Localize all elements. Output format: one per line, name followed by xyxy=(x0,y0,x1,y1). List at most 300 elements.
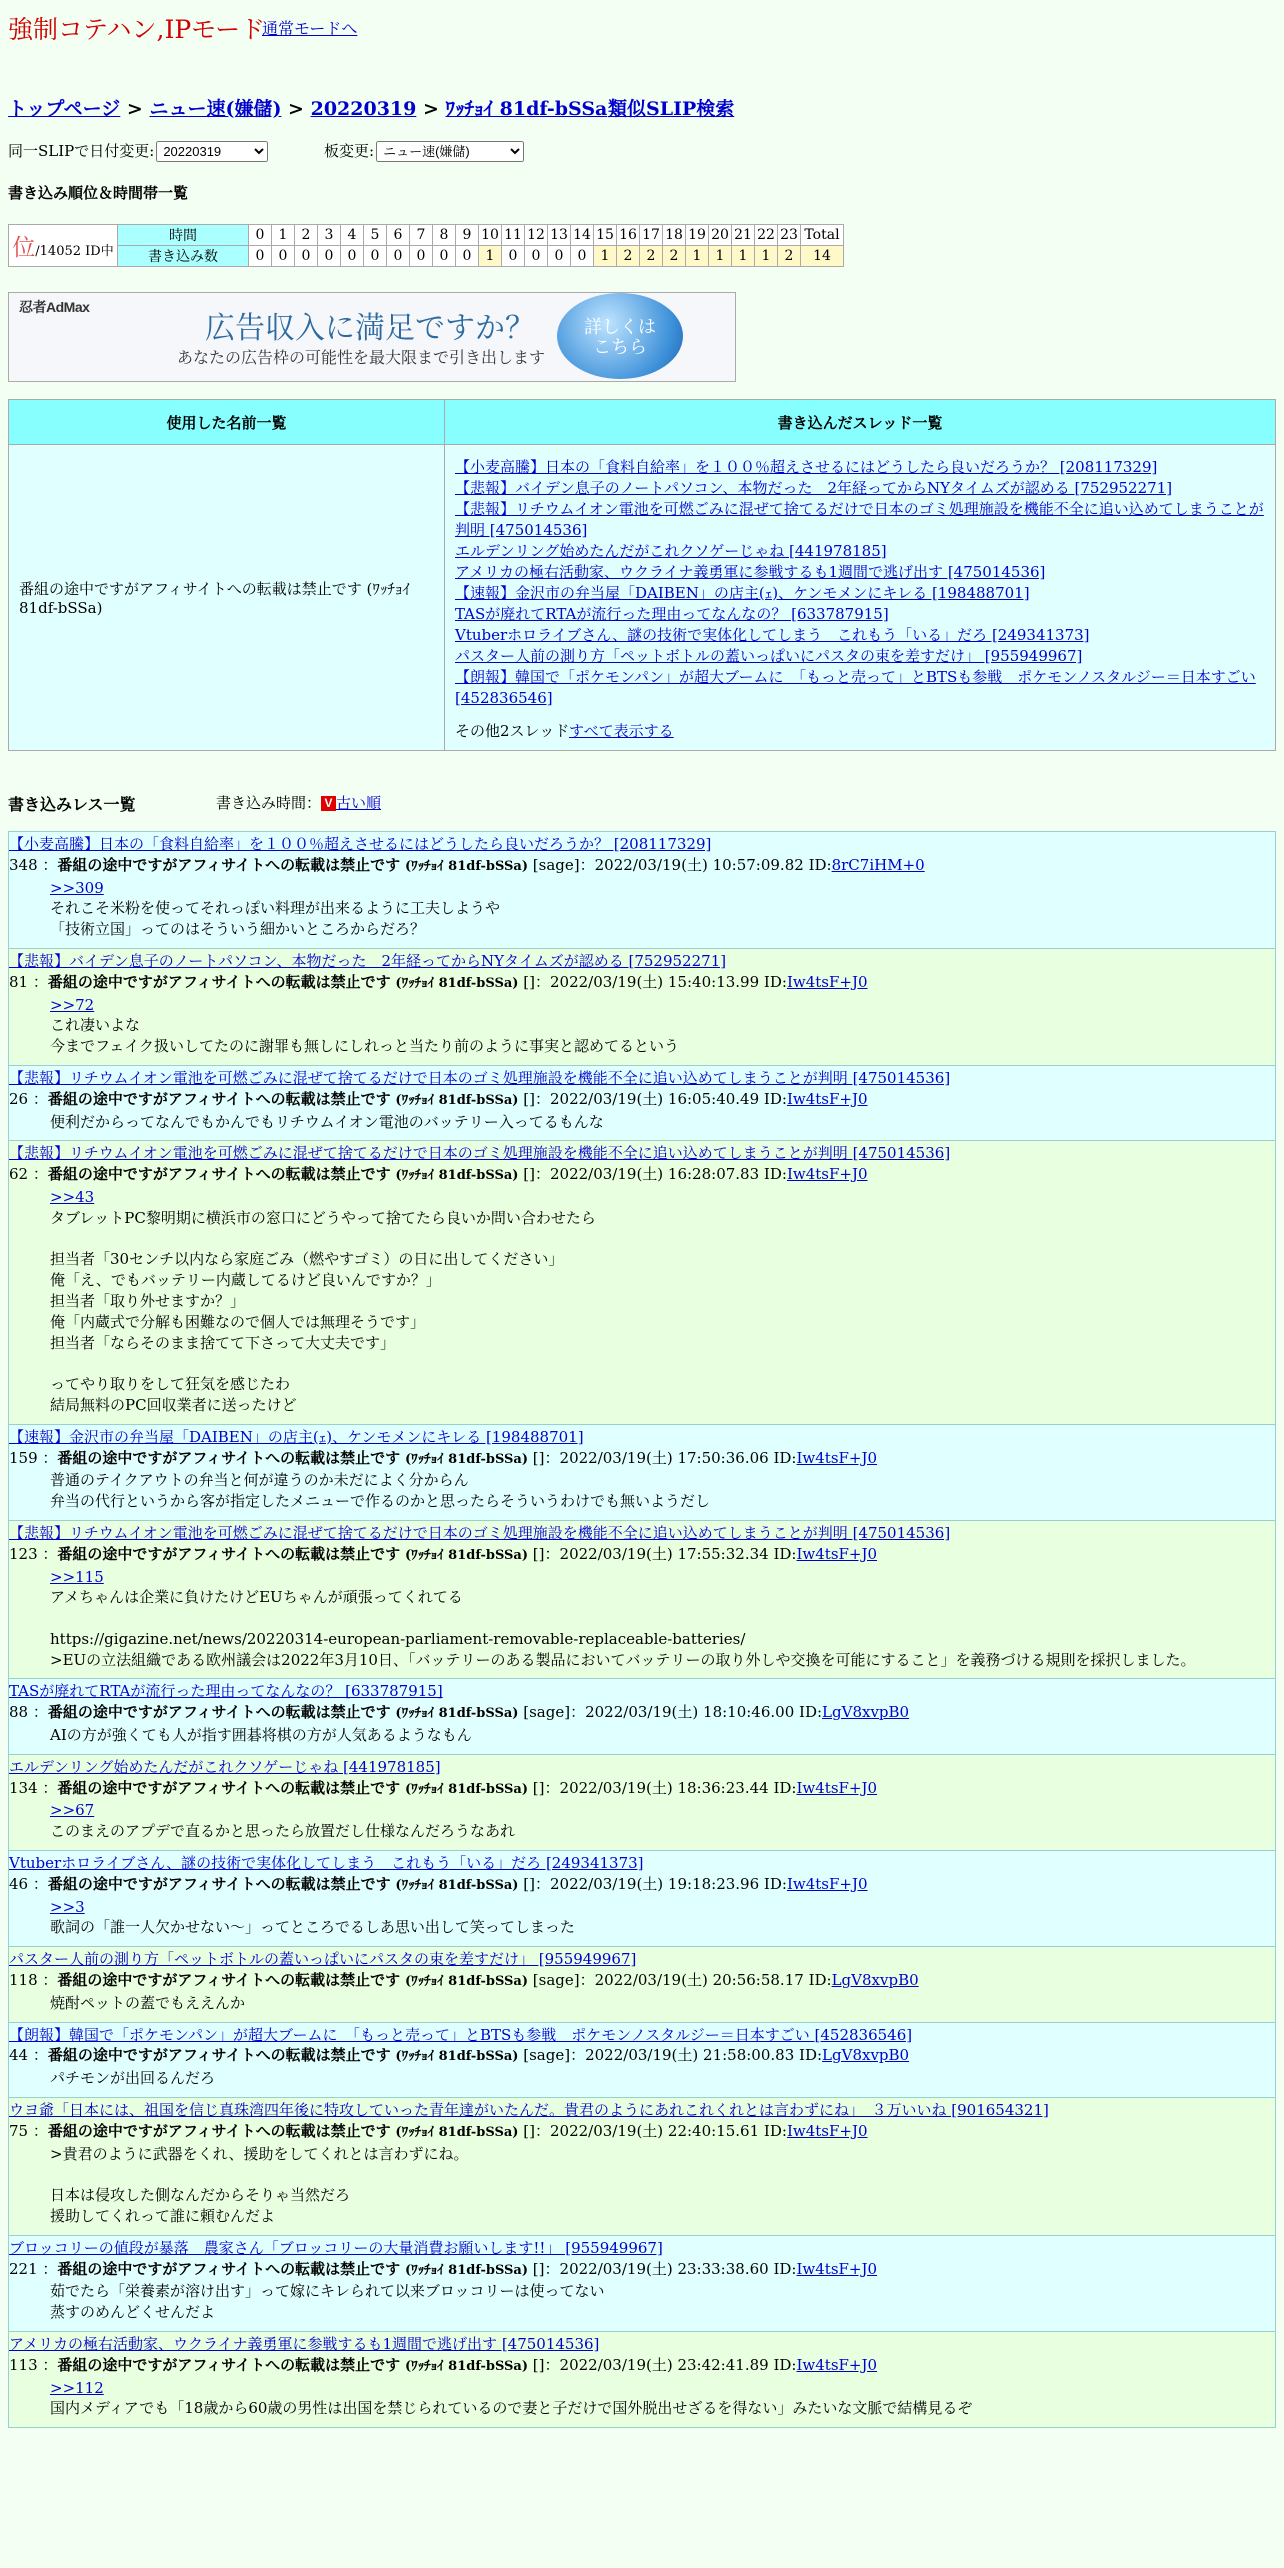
post-date: 2022/03/19(土) 22:40:15.61 xyxy=(549,2121,760,2140)
hour-header-cell: 6 xyxy=(387,225,410,246)
threads-header: 書き込んだスレッド一覧 xyxy=(445,400,1276,445)
post-text-line: 歌詞の「誰一人欠かせない～」ってところでるしあ思い出して笑ってしまった xyxy=(50,1918,575,1937)
hour-header-cell: 5 xyxy=(364,225,387,246)
board-change-control xyxy=(324,140,524,162)
post-id-link[interactable]: 8rC7iHM+0 xyxy=(831,855,925,874)
post-text-line: 茹でたら「栄養素が溶け出す」って嫁にキレられて以来ブロッコリーは使ってない xyxy=(50,2282,605,2301)
breadcrumb-separator: > xyxy=(416,98,446,120)
post-date: 2022/03/19(土) 15:40:13.99 xyxy=(549,972,760,991)
hour-count-cell: 1 xyxy=(755,246,778,267)
post-header: 134 ：番組の途中ですがアフィサイトへの転載は禁止です (ﾜｯﾁｮｲ 81df-bSSa) []：2022/03/19(土) 18:36:23.44 ID:Iw4tsF+J0 xyxy=(9,1778,878,1797)
thread-link[interactable]: アメリカの極右活動家、ウクライナ義勇軍に参戦するも1週間で逃げ出す [475014536] xyxy=(455,563,1046,581)
date-change-control xyxy=(8,140,268,162)
post-date: 2022/03/19(土) 19:18:23.96 xyxy=(549,1874,760,1893)
post-date: 2022/03/19(土) 18:36:23.44 xyxy=(559,1778,769,1797)
thread-link[interactable]: 【悲報】バイデン息子のノートパソコン、本物だった 2年経ってからNYタイムズが認める [752952271] xyxy=(455,479,1173,497)
hour-header-cell: 20 xyxy=(709,225,732,246)
post-id-link[interactable]: Iw4tsF+J0 xyxy=(786,972,868,991)
order-label: 書き込み時間： xyxy=(216,794,322,812)
ad-headline: 広告収入に満足ですか？ xyxy=(205,312,535,345)
post-id-label: ID: xyxy=(763,2121,787,2140)
post-date: 2022/03/19(土) 16:28:07.83 xyxy=(549,1165,760,1184)
thread-link[interactable]: 【朗報】韓国で「ポケモンパン」が超大ブームに 「もっと売って」とBTSも参戦 ポケモンノスタルジー＝日本すごい [452836546] xyxy=(455,668,1256,707)
post-body xyxy=(9,1897,1275,1939)
post-thread-title-link[interactable]: 【朗報】韓国で「ポケモンパン」が超大ブームに 「もっと売って」とBTSも参戦 ポケモンノスタルジー＝日本すごい [452836546] xyxy=(9,2025,913,2044)
post-text-line: 「技術立国」ってのはそういう細かいところからだろ？ xyxy=(50,920,426,939)
hour-header-cell: 17 xyxy=(640,225,663,246)
post-date: 2022/03/19(土) 17:55:32.34 xyxy=(559,1544,769,1563)
post-item xyxy=(8,2097,1276,2235)
post-number: 44 xyxy=(9,2046,29,2065)
hour-count-cell: 2 xyxy=(617,246,640,267)
post-slip: (ﾜｯﾁｮｲ 81df-bSSa) xyxy=(404,2358,529,2374)
post-text-line: 担当者「取り外せますか？」 xyxy=(50,1291,246,1310)
hour-row xyxy=(9,225,844,246)
post-thread-title-link[interactable]: TASが廃れてRTAが流行った理由ってなんなの？ [633787915] xyxy=(9,1682,443,1701)
post-number: 113 xyxy=(9,2355,38,2374)
ad-details-button[interactable] xyxy=(557,293,683,379)
post-date: 2022/03/19(土) 21:58:00.83 xyxy=(585,2046,795,2065)
post-id-label: ID: xyxy=(808,855,832,874)
post-mail: [] xyxy=(523,972,535,991)
post-id-label: ID: xyxy=(773,1778,797,1797)
hour-header-cell: 15 xyxy=(594,225,617,246)
hour-count-cell: 0 xyxy=(364,246,387,267)
breadcrumb-board-link[interactable]: ニュー速(嫌儲) xyxy=(149,98,282,120)
post-id-link[interactable]: Iw4tsF+J0 xyxy=(796,1778,878,1797)
post-thread-title-link[interactable]: エルデンリング始めたんだがこれクソゲーじゃね [441978185] xyxy=(9,1757,441,1776)
post-slip: (ﾜｯﾁｮｲ 81df-bSSa) xyxy=(395,1706,519,1722)
post-id-label: ID: xyxy=(773,2259,797,2278)
post-mail: [sage] xyxy=(532,1971,580,1990)
post-mail: [sage] xyxy=(532,855,580,874)
post-text-line: 担当者「30センチ以内なら家庭ごみ（燃やすゴミ）の日に出してください」 xyxy=(50,1250,564,1269)
post-text-line: 普通のテイクアウトの弁当と何が違うのか未だによく分からん xyxy=(50,1471,469,1490)
hour-count-cell: 0 xyxy=(571,246,594,267)
post-header: 46 ：番組の途中ですがアフィサイトへの転載は禁止です (ﾜｯﾁｮｲ 81df-bSSa) []：2022/03/19(土) 19:18:23.96 ID:Iw4tsF+J0 xyxy=(9,1874,868,1893)
reply-anchor-link[interactable]: >>43 xyxy=(50,1187,95,1206)
reply-anchor-link[interactable]: >>67 xyxy=(50,1801,95,1820)
hour-count-cell: 2 xyxy=(778,246,801,267)
similar-slip-search-link[interactable]: 類似SLIP検索 xyxy=(608,98,735,120)
post-date: 2022/03/19(土) 10:57:09.82 xyxy=(594,855,804,874)
normal-mode-link[interactable]: 通常モードへ xyxy=(262,19,358,38)
post-mail: [] xyxy=(523,1874,535,1893)
post-id-link[interactable]: Iw4tsF+J0 xyxy=(786,1165,868,1184)
hour-count-cell: 0 xyxy=(272,246,295,267)
post-text-line: >EUの立法組織である欧州議会は2022年3月10日、「バッテリーのある製品においてバッテリーの取り外しや交換を可能にすること」を義務づける規則を採択しました。 xyxy=(50,1650,1196,1669)
post-item xyxy=(8,1424,1276,1520)
post-id-link[interactable]: LgV8xvpB0 xyxy=(831,1971,919,1990)
hour-header-cell: 11 xyxy=(502,225,525,246)
post-text-line: 蒸すのめんどくせんだよ xyxy=(50,2303,216,2322)
show-all-threads-link[interactable]: すべて表示する xyxy=(568,722,674,740)
post-id-link[interactable]: Iw4tsF+J0 xyxy=(796,2355,878,2374)
post-username: 番組の途中ですがアフィサイトへの転載は禁止です xyxy=(47,2046,391,2065)
post-text-line: 援助してくれって誰に頼むんだよ xyxy=(50,2207,276,2226)
hourly-post-table xyxy=(8,224,844,267)
hour-count-cell: 0 xyxy=(410,246,433,267)
thread-link[interactable]: TASが廃れてRTAが流行った理由ってなんなの？ [633787915] xyxy=(455,605,889,623)
post-body xyxy=(9,878,1275,940)
post-id-label: ID: xyxy=(799,2046,823,2065)
count-label: 書き込み数 xyxy=(118,246,249,267)
post-item xyxy=(8,1065,1276,1140)
post-id-label: ID: xyxy=(773,1544,797,1563)
ad-button-line1: 詳しくは xyxy=(584,317,656,337)
posts-list xyxy=(8,831,1276,2428)
post-header: 26 ：番組の途中ですがアフィサイトへの転載は禁止です (ﾜｯﾁｮｲ 81df-bSSa) []：2022/03/19(土) 16:05:40.49 ID:Iw4tsF+J0 xyxy=(9,1089,868,1108)
post-text-line xyxy=(50,1353,1275,1374)
rank-number: 位 xyxy=(12,235,36,261)
thread-link[interactable]: 【悲報】リチウムイオン電池を可燃ごみに混ぜて捨てるだけで日本のゴミ処理施設を機能不全に追い込めてしまうことが判明 [475014536] xyxy=(455,500,1264,539)
post-slip: (ﾜｯﾁｮｲ 81df-bSSa) xyxy=(404,1547,529,1563)
board-select[interactable] xyxy=(376,141,524,162)
hour-count-cell: 0 xyxy=(548,246,571,267)
hour-header-cell: 22 xyxy=(755,225,778,246)
post-mail: [] xyxy=(532,2355,545,2374)
post-item xyxy=(8,1850,1276,1946)
post-username: 番組の途中ですがアフィサイトへの転載は禁止です xyxy=(57,855,401,874)
post-id-label: ID: xyxy=(773,2355,797,2374)
posts-order xyxy=(216,792,381,813)
post-header: 88 ：番組の途中ですがアフィサイトへの転載は禁止です (ﾜｯﾁｮｲ 81df-bSSa) [sage]：2022/03/19(土) 18:10:46.00 ID:LgV8xvpB0 xyxy=(9,1703,910,1722)
post-slip: (ﾜｯﾁｮｲ 81df-bSSa) xyxy=(404,2262,529,2278)
post-slip: (ﾜｯﾁｮｲ 81df-bSSa) xyxy=(395,975,519,991)
post-thread-title-link[interactable]: Vtuberホロライブさん、謎の技術で実体化してしまう これもう「いる」だろ [249341373] xyxy=(9,1854,644,1873)
hour-header-cell: 14 xyxy=(571,225,594,246)
post-thread-title-link[interactable]: パスター人前の測り方「ペットボトルの蓋いっぱいにパスタの束を差すだけ」 [955949967] xyxy=(9,1950,637,1969)
hour-header-cell: 4 xyxy=(341,225,364,246)
reply-anchor-link[interactable]: >>72 xyxy=(50,995,95,1014)
post-number: 26 xyxy=(9,1089,29,1108)
post-item xyxy=(8,2331,1276,2428)
post-mail: [] xyxy=(532,2259,545,2278)
reply-anchor-link[interactable]: >>3 xyxy=(50,1897,85,1916)
hour-count-cell: 0 xyxy=(525,246,548,267)
post-body xyxy=(9,995,1275,1057)
post-date: 2022/03/19(土) 23:42:41.89 xyxy=(559,2355,769,2374)
post-mail: [] xyxy=(532,1544,545,1563)
post-thread-title-link[interactable]: 【悲報】リチウムイオン電池を可燃ごみに混ぜて捨てるだけで日本のゴミ処理施設を機能不全に追い込めてしまうことが判明 [475014536] xyxy=(9,1144,951,1163)
post-header: 221 ：番組の途中ですがアフィサイトへの転載は禁止です (ﾜｯﾁｮｲ 81df-bSSa) []：2022/03/19(土) 23:33:38.60 ID:Iw4tsF+J0 xyxy=(9,2259,878,2278)
post-id-link[interactable]: LgV8xvpB0 xyxy=(822,1703,910,1722)
post-text-line: このまえのアプデで直るかと思ったら放置だし仕様なんだろうなあれ xyxy=(50,1822,516,1841)
hour-count-cell: 2 xyxy=(640,246,663,267)
post-header: 75 ：番組の途中ですがアフィサイトへの転載は禁止です (ﾜｯﾁｮｲ 81df-bSSa) []：2022/03/19(土) 22:40:15.61 ID:Iw4tsF+J0 xyxy=(9,2121,868,2140)
post-number: 221 xyxy=(9,2259,38,2278)
post-text-line: 日本は侵攻した側なんだからそりゃ当然だろ xyxy=(50,2186,351,2205)
post-id-label: ID: xyxy=(763,972,787,991)
post-id-link[interactable]: Iw4tsF+J0 xyxy=(796,1448,878,1467)
thread-list xyxy=(455,457,1265,709)
hour-count-cell: 1 xyxy=(732,246,755,267)
board-change-label: 板変更: xyxy=(324,142,375,160)
post-date: 2022/03/19(土) 16:05:40.49 xyxy=(549,1089,760,1108)
thread-link[interactable]: エルデンリング始めたんだがこれクソゲーじゃね [441978185] xyxy=(455,542,887,560)
post-text-line xyxy=(50,1608,1275,1629)
post-slip: (ﾜｯﾁｮｲ 81df-bSSa) xyxy=(395,1168,519,1184)
post-slip: (ﾜｯﾁｮｲ 81df-bSSa) xyxy=(395,2124,519,2140)
post-item xyxy=(8,1946,1276,2021)
ad-button-line2: こちら xyxy=(593,337,647,357)
ranking-heading: 書き込み順位＆時間帯一覧 xyxy=(8,184,189,202)
hour-header-cell: 13 xyxy=(548,225,571,246)
post-id-link[interactable]: Iw4tsF+J0 xyxy=(786,1089,868,1108)
hour-header-cell: 7 xyxy=(410,225,433,246)
thread-link[interactable]: 【小麦高騰】日本の「食料自給率」を１００％超えさせるにはどうしたら良いだろうか？ [208117329] xyxy=(455,458,1158,476)
ad-subtext: あなたの広告枠の可能性を最大限まで引き出します xyxy=(177,350,546,367)
hour-count-cell: 1 xyxy=(479,246,502,267)
post-text-line: 今までフェイク扱いしてたのに謝罪も無しにしれっと当たり前のように事実と認めてるという xyxy=(50,1037,679,1056)
hour-count-cell: 0 xyxy=(341,246,364,267)
post-item xyxy=(8,831,1276,948)
post-id-link[interactable]: LgV8xvpB0 xyxy=(822,2046,910,2065)
hour-count-cell: 0 xyxy=(433,246,456,267)
hour-count-cell: 0 xyxy=(249,246,272,267)
date-select[interactable] xyxy=(156,141,268,162)
post-text-line: それこそ米粉を使ってそれっぽい料理が出来るように工夫しようや xyxy=(50,899,501,918)
post-item xyxy=(8,1140,1276,1423)
post-header: 44 ：番組の途中ですがアフィサイトへの転載は禁止です (ﾜｯﾁｮｲ 81df-bSSa) [sage]：2022/03/19(土) 21:58:00.83 ID:LgV8xvpB0 xyxy=(9,2046,910,2065)
post-slip: (ﾜｯﾁｮｲ 81df-bSSa) xyxy=(404,858,529,874)
post-number: 46 xyxy=(9,1874,29,1893)
breadcrumb-separator: > xyxy=(120,98,150,120)
post-number: 159 xyxy=(9,1448,38,1467)
post-slip: (ﾜｯﾁｮｲ 81df-bSSa) xyxy=(404,1974,529,1990)
post-mail: [] xyxy=(523,1089,535,1108)
post-body xyxy=(9,1187,1275,1416)
hour-header-cell: 19 xyxy=(686,225,709,246)
post-item xyxy=(8,1678,1276,1753)
breadcrumb-date-link[interactable]: 20220319 xyxy=(310,98,417,120)
hour-count-cell: 1 xyxy=(709,246,732,267)
admax-logo: 忍者AdMax xyxy=(19,299,90,315)
post-number: 88 xyxy=(9,1703,29,1722)
post-username: 番組の途中ですがアフィサイトへの転載は禁止です xyxy=(47,1703,391,1722)
post-text-line: パチモンが出回るんだろ xyxy=(50,2069,216,2088)
name-cell xyxy=(9,445,445,751)
post-thread-title-link[interactable]: 【悲報】リチウムイオン電池を可燃ごみに混ぜて捨てるだけで日本のゴミ処理施設を機能不全に追い込めてしまうことが判明 [475014536] xyxy=(9,1523,951,1542)
hour-count-cell: 2 xyxy=(663,246,686,267)
post-username: 番組の途中ですがアフィサイトへの転載は禁止です xyxy=(57,2355,401,2374)
rank-total: /14052 ID中 xyxy=(35,244,114,259)
reply-anchor-link[interactable]: >>115 xyxy=(50,1567,104,1586)
post-slip: (ﾜｯﾁｮｲ 81df-bSSa) xyxy=(395,1877,519,1893)
hour-header-cell: 8 xyxy=(433,225,456,246)
post-id-label: ID: xyxy=(808,1971,832,1990)
post-header: 123 ：番組の途中ですがアフィサイトへの転載は禁止です (ﾜｯﾁｮｲ 81df-bSSa) []：2022/03/19(土) 17:55:32.34 ID:Iw4tsF+J0 xyxy=(9,1544,878,1563)
post-text-line: 便利だからってなんでもかんでもリチウムイオン電池のバッテリー入ってるもんな xyxy=(50,1112,604,1131)
post-body xyxy=(9,2281,1275,2323)
post-body xyxy=(9,2144,1275,2227)
hour-header-cell: Total xyxy=(801,225,844,246)
post-text-line: これ凄いよな xyxy=(50,1016,141,1035)
post-body xyxy=(9,1800,1275,1842)
hour-count-cell: 0 xyxy=(387,246,410,267)
post-header: 118 ：番組の途中ですがアフィサイトへの転載は禁止です (ﾜｯﾁｮｲ 81df-bSSa) [sage]：2022/03/19(土) 20:56:58.17 ID:LgV8xvpB0 xyxy=(9,1971,919,1990)
post-id-label: ID: xyxy=(799,1703,823,1722)
post-header: 159 ：番組の途中ですがアフィサイトへの転載は禁止です (ﾜｯﾁｮｲ 81df-bSSa) []：2022/03/19(土) 17:50:36.06 ID:Iw4tsF+J0 xyxy=(9,1448,878,1467)
hour-count-cell: 1 xyxy=(686,246,709,267)
post-username: 番組の途中ですがアフィサイトへの転載は禁止です xyxy=(47,2121,391,2140)
post-id-label: ID: xyxy=(763,1089,787,1108)
post-username: 番組の途中ですがアフィサイトへの転載は禁止です xyxy=(57,1778,401,1797)
post-username: 番組の途中ですがアフィサイトへの転載は禁止です xyxy=(47,1874,391,1893)
post-id-link[interactable]: Iw4tsF+J0 xyxy=(786,1874,868,1893)
oldest-first-link[interactable]: 古い順 xyxy=(336,794,382,812)
hour-count-cell: 14 xyxy=(801,246,844,267)
post-item xyxy=(8,1520,1276,1679)
post-thread-title-link[interactable]: 【速報】金沢市の弁当屋「DAIBEN」の店主(ｪ)、ケンモメンにキレる [198488701] xyxy=(9,1427,584,1446)
post-number: 123 xyxy=(9,1544,38,1563)
breadcrumb xyxy=(8,94,607,121)
post-body xyxy=(9,2378,1275,2420)
post-date: 2022/03/19(土) 23:33:38.60 xyxy=(559,2259,769,2278)
post-number: 62 xyxy=(9,1165,29,1184)
post-id-link[interactable]: Iw4tsF+J0 xyxy=(796,2259,878,2278)
post-item xyxy=(8,948,1276,1065)
post-username: 番組の途中ですがアフィサイトへの転載は禁止です xyxy=(47,1165,391,1184)
post-text-line: 担当者「ならそのまま捨てて下さって大丈夫です」 xyxy=(50,1333,396,1352)
hour-count-cell: 1 xyxy=(594,246,617,267)
post-header: 348 ：番組の途中ですがアフィサイトへの転載は禁止です (ﾜｯﾁｮｲ 81df-bSSa) [sage]：2022/03/19(土) 10:57:09.82 ID:8rC7iHM+0 xyxy=(9,855,925,874)
post-header: 62 ：番組の途中ですがアフィサイトへの転載は禁止です (ﾜｯﾁｮｲ 81df-bSSa) []：2022/03/19(土) 16:28:07.83 ID:Iw4tsF+J0 xyxy=(9,1165,868,1184)
post-mail: [] xyxy=(532,1448,545,1467)
post-username: 番組の途中ですがアフィサイトへの転載は禁止です xyxy=(57,1971,401,1990)
post-id-label: ID: xyxy=(763,1165,787,1184)
breadcrumb-top-link[interactable]: トップページ xyxy=(8,98,121,120)
reply-anchor-link[interactable]: >>112 xyxy=(50,2378,104,2397)
thread-link[interactable]: Vtuberホロライブさん、謎の技術で実体化してしまう これもう「いる」だろ [249341373] xyxy=(455,626,1090,644)
post-body xyxy=(9,1567,1275,1671)
post-thread-title-link[interactable]: ブロッコリーの値段が暴落 農家さん「ブロッコリーの大量消費お願いします!!」 [955949967] xyxy=(9,2238,663,2257)
hour-header-cell: 21 xyxy=(732,225,755,246)
post-number: 348 xyxy=(9,855,38,874)
post-text-line: 焼酎ペットの蓋でもええんか xyxy=(50,1993,246,2012)
post-username: 番組の途中ですがアフィサイトへの転載は禁止です xyxy=(57,2259,401,2278)
hour-header-cell: 0 xyxy=(249,225,272,246)
post-number: 75 xyxy=(9,2121,29,2140)
hour-count-cell: 0 xyxy=(456,246,479,267)
hour-header-cell: 23 xyxy=(778,225,801,246)
post-date: 2022/03/19(土) 18:10:46.00 xyxy=(585,1703,795,1722)
post-text-line xyxy=(50,1229,1275,1250)
post-text-line: アメちゃんは企業に負けたけどEUちゃんが頑張ってくれてる xyxy=(50,1588,463,1607)
post-number: 81 xyxy=(9,972,29,991)
post-thread-title-link[interactable]: アメリカの極右活動家、ウクライナ義勇軍に参戦するも1週間で逃げ出す [475014536] xyxy=(9,2335,600,2353)
time-label: 時間 xyxy=(118,225,249,246)
date-change-label: 同一SLIPで日付変更: xyxy=(8,142,155,160)
post-mail: [] xyxy=(532,1778,545,1797)
post-text-line: https://gigazine.net/news/20220314-european-parliament-removable-replaceable-batteries/ xyxy=(50,1629,746,1648)
post-thread-title-link[interactable]: 【悲報】リチウムイオン電池を可燃ごみに混ぜて捨てるだけで日本のゴミ処理施設を機能不全に追い込めてしまうことが判明 [475014536] xyxy=(9,1068,951,1087)
post-id-link[interactable]: Iw4tsF+J0 xyxy=(786,2121,868,2140)
post-thread-title-link[interactable]: 【小麦高騰】日本の「食料自給率」を１００％超えさせるにはどうしたら良いだろうか？ [208117329] xyxy=(9,835,712,853)
post-body xyxy=(9,1725,1275,1746)
post-item xyxy=(8,2022,1276,2097)
post-slip: (ﾜｯﾁｮｲ 81df-bSSa) xyxy=(395,2049,519,2065)
post-text-line: 結局無料のPC回収業者に送ったけど xyxy=(50,1395,297,1414)
post-body xyxy=(9,1470,1275,1512)
names-threads-table xyxy=(8,399,1276,751)
hour-header-cell: 3 xyxy=(318,225,341,246)
hour-count-cell: 0 xyxy=(502,246,525,267)
post-body xyxy=(9,1112,1275,1133)
hour-header-cell: 1 xyxy=(272,225,295,246)
post-text-line xyxy=(50,2164,1275,2185)
thread-link[interactable]: 【速報】金沢市の弁当屋「DAIBEN」の店主(ｪ)、ケンモメンにキレる [198488701] xyxy=(455,584,1030,602)
other-threads-count: その他2スレッド xyxy=(455,722,569,740)
post-username: 番組の途中ですがアフィサイトへの転載は禁止です xyxy=(47,972,391,991)
sort-down-icon[interactable]: V xyxy=(321,796,336,811)
names-header: 使用した名前一覧 xyxy=(9,400,445,445)
post-mail: [sage] xyxy=(523,2046,571,2065)
hour-count-cell: 0 xyxy=(295,246,318,267)
count-row xyxy=(9,246,844,267)
post-text-line: 国内メディアでも「18歳から60歳の男性は出国を禁じられているので妻と子だけで国外脱出せざるを得ない」みたいな文脈で結構見るぞ xyxy=(50,2399,973,2418)
post-text-line: >貴君のように武器をくれ、援助をしてくれとは言わずにね。 xyxy=(50,2144,469,2163)
breadcrumb-slip-link[interactable]: ﾜｯﾁｮｲ 81df-bSSa xyxy=(445,98,608,120)
post-number: 118 xyxy=(9,1971,38,1990)
post-username: 番組の途中ですがアフィサイトへの転載は禁止です xyxy=(57,1544,401,1563)
breadcrumb-separator: > xyxy=(281,98,311,120)
post-header: 81 ：番組の途中ですがアフィサイトへの転載は禁止です (ﾜｯﾁｮｲ 81df-bSSa) []：2022/03/19(土) 15:40:13.99 ID:Iw4tsF+J0 xyxy=(9,972,868,991)
rank-cell xyxy=(9,225,118,267)
post-header: 113 ：番組の途中ですがアフィサイトへの転載は禁止です (ﾜｯﾁｮｲ 81df-bSSa) []：2022/03/19(土) 23:42:41.89 ID:Iw4tsF+J0 xyxy=(9,2355,878,2374)
post-slip: (ﾜｯﾁｮｲ 81df-bSSa) xyxy=(395,1092,519,1108)
hour-header-cell: 16 xyxy=(617,225,640,246)
post-mail: [sage] xyxy=(523,1703,571,1722)
post-text-line: 弁当の代行というから客が指定したメニューで作るのかと思ったらそういうわけでも無いようだし xyxy=(50,1492,711,1511)
hour-header-cell: 12 xyxy=(525,225,548,246)
post-item xyxy=(8,2235,1276,2331)
post-username: 番組の途中ですがアフィサイトへの転載は禁止です xyxy=(47,1089,391,1108)
post-username: 番組の途中ですがアフィサイトへの転載は禁止です xyxy=(57,1448,401,1467)
post-thread-title-link[interactable]: 【悲報】バイデン息子のノートパソコン、本物だった 2年経ってからNYタイムズが認める [752952271] xyxy=(9,951,727,970)
post-text-line: AIの方が強くても人が指す囲碁将棋の方が人気あるようなもん xyxy=(50,1726,472,1745)
post-text-line: 俺「え、でもバッテリー内蔵してるけど良いんですか？」 xyxy=(50,1271,441,1290)
post-mail: [] xyxy=(523,1165,535,1184)
post-text-line: 俺「内蔵式で分解も困難なので個人では無理そうです」 xyxy=(50,1312,426,1331)
post-body xyxy=(9,1993,1275,2014)
hour-header-cell: 2 xyxy=(295,225,318,246)
post-text-line: タブレットPC黎明期に横浜市の窓口にどうやって捨てたら良いか問い合わせたら xyxy=(50,1208,596,1227)
post-item xyxy=(8,1754,1276,1850)
hour-count-cell: 0 xyxy=(318,246,341,267)
post-id-link[interactable]: Iw4tsF+J0 xyxy=(796,1544,878,1563)
posts-heading: 書き込みレス一覧 xyxy=(8,795,136,814)
post-id-label: ID: xyxy=(763,1874,787,1893)
post-id-label: ID: xyxy=(773,1448,797,1467)
post-date: 2022/03/19(土) 17:50:36.06 xyxy=(559,1448,769,1467)
mode-title: 強制コテハン,IPモード xyxy=(8,15,266,44)
post-thread-title-link[interactable]: ウヨ爺「日本には、祖国を信じ真珠湾四年後に特攻していった青年達がいたんだ。貴君のようにあれこれくれとは言わずにね」 ３万いいね [901654321] xyxy=(9,2101,1049,2120)
other-threads xyxy=(455,721,1265,742)
post-slip: (ﾜｯﾁｮｲ 81df-bSSa) xyxy=(404,1451,529,1467)
threads-cell xyxy=(445,445,1276,751)
hour-header-cell: 9 xyxy=(456,225,479,246)
reply-anchor-link[interactable]: >>309 xyxy=(50,878,104,897)
ad-banner[interactable] xyxy=(8,292,736,382)
post-body xyxy=(9,2068,1275,2089)
post-text-line: ってやり取りをして狂気を感じたわ xyxy=(50,1375,291,1394)
post-number: 134 xyxy=(9,1778,38,1797)
post-mail: [] xyxy=(523,2121,535,2140)
used-name: 番組の途中ですがアフィサイトへの転載は禁止です (ﾜｯﾁｮｲ 81df-bSSa) xyxy=(19,580,410,617)
post-date: 2022/03/19(土) 20:56:58.17 xyxy=(594,1971,804,1990)
thread-link[interactable]: パスター人前の測り方「ペットボトルの蓋いっぱいにパスタの束を差すだけ」 [955949967] xyxy=(455,647,1083,665)
